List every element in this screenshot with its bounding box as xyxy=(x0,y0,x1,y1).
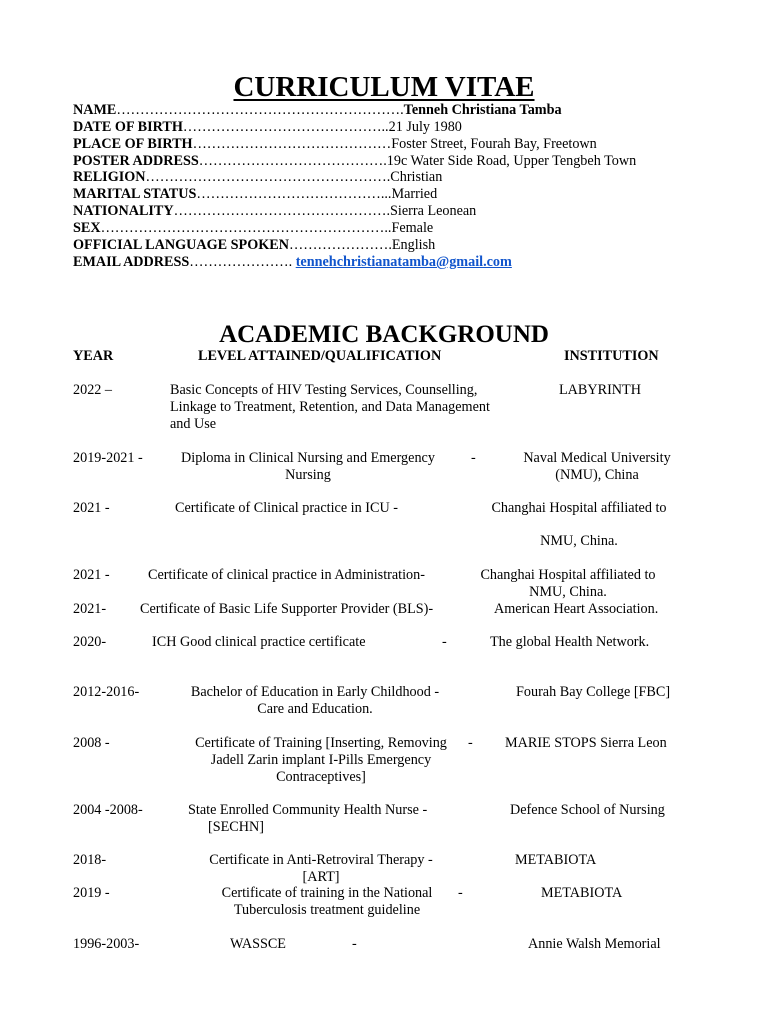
entry-dash: - xyxy=(458,885,463,901)
institution-line: Annie Walsh Memorial xyxy=(528,936,661,952)
entry-institution xyxy=(468,567,668,601)
personal-row-place-of-birth xyxy=(73,136,597,153)
personal-row-address xyxy=(73,153,636,170)
personal-row-nationality xyxy=(73,203,476,220)
field-label: OFFICIAL LANGUAGE SPOKEN xyxy=(73,237,289,253)
entry-institution-continued xyxy=(478,533,680,550)
institution-line: The global Health Network. xyxy=(490,634,650,650)
entry-qualification xyxy=(188,802,427,836)
entry-dash: - xyxy=(468,735,473,751)
field-value: Married xyxy=(391,186,438,202)
personal-row-email xyxy=(73,254,512,271)
institution-line: (NMU), China xyxy=(555,467,639,483)
entry-dash: - xyxy=(471,450,476,466)
field-value: Female xyxy=(391,220,434,236)
personal-row-dob xyxy=(73,119,462,136)
qualification-line: Certificate of Basic Life Supporter Provider (BLS)- xyxy=(140,601,434,617)
personal-row-language xyxy=(73,237,435,254)
field-dots: …………………………………... xyxy=(196,186,392,202)
field-dots: ……………………………………………………. xyxy=(116,102,404,118)
institution-line: LABYRINTH xyxy=(559,382,641,398)
entry-institution xyxy=(559,382,641,399)
entry-institution xyxy=(490,634,649,651)
personal-row-sex xyxy=(73,220,433,237)
qualification-line: Certificate of Clinical practice in ICU - xyxy=(175,500,398,516)
qualification-line: Care and Education. xyxy=(257,701,373,717)
cv-title: CURRICULUM VITAE xyxy=(233,71,535,103)
entry-qualification xyxy=(186,852,456,886)
field-dots: …………………. xyxy=(189,254,296,270)
entry-year: 2021- xyxy=(73,601,107,617)
qualification-line: Linkage to Treatment, Retention, and Data Management xyxy=(170,399,490,415)
field-label: SEX xyxy=(73,220,101,236)
entry-qualification xyxy=(178,735,464,786)
qualification-line: Certificate of clinical practice in Administration- xyxy=(148,567,425,583)
entry-year: 2008 - xyxy=(73,735,110,751)
entry-qualification xyxy=(230,936,286,953)
entry-qualification xyxy=(170,382,490,433)
field-label: NAME xyxy=(73,102,117,118)
institution-line: Defence School of Nursing xyxy=(510,802,665,818)
field-value: 19c Water Side Road, Upper Tengbeh Town xyxy=(386,153,637,169)
qualification-line: [SECHN] xyxy=(208,819,264,835)
field-label: DATE OF BIRTH xyxy=(73,119,183,135)
header-year: YEAR xyxy=(73,348,114,364)
entry-year: 2021 - xyxy=(73,567,110,583)
institution-line: MARIE STOPS Sierra Leon xyxy=(505,735,667,751)
field-label: MARITAL STATUS xyxy=(73,186,197,202)
field-label: PLACE OF BIRTH xyxy=(73,136,193,152)
field-label: EMAIL ADDRESS xyxy=(73,254,190,270)
field-value: 21 July 1980 xyxy=(388,119,462,135)
field-value: Christian xyxy=(390,169,443,185)
entry-year: 2019-2021 - xyxy=(73,450,143,466)
field-value: Foster Street, Fourah Bay, Freetown xyxy=(391,136,597,152)
entry-qualification xyxy=(172,684,458,718)
entry-institution xyxy=(478,500,680,517)
qualification-line: Tuberculosis treatment guideline xyxy=(233,902,421,918)
entry-institution xyxy=(515,852,596,869)
qualification-line: Contraceptives] xyxy=(276,769,366,785)
qualification-line: [ART] xyxy=(302,869,340,885)
institution-line: NMU, China. xyxy=(529,584,607,600)
field-label: POSTER ADDRESS xyxy=(73,153,199,169)
entry-institution xyxy=(494,601,658,618)
institution-line: METABIOTA xyxy=(541,885,623,901)
field-dots: …………………………………….. xyxy=(182,119,389,135)
field-value: English xyxy=(391,237,436,253)
qualification-line: Certificate of Training [Inserting, Removing xyxy=(195,735,447,751)
entry-institution xyxy=(528,936,661,953)
field-label: NATIONALITY xyxy=(73,203,174,219)
qualification-line: WASSCE xyxy=(230,936,286,952)
personal-row-marital-status xyxy=(73,186,437,203)
field-dots: …………………………………. xyxy=(198,153,387,169)
entry-institution xyxy=(541,885,622,902)
institution-line: American Heart Association. xyxy=(494,601,659,617)
institution-line: Fourah Bay College [FBC] xyxy=(516,684,671,700)
institution-line: Changhai Hospital affiliated to xyxy=(480,567,656,583)
institution-line: Changhai Hospital affiliated to xyxy=(491,500,667,516)
entry-institution xyxy=(510,802,665,819)
entry-qualification xyxy=(140,601,433,618)
institution-line: NMU, China. xyxy=(540,533,618,549)
field-dots: ……………………………………………. xyxy=(145,169,391,185)
field-dots: …………………………………… xyxy=(192,136,392,152)
entry-institution xyxy=(506,450,688,484)
entry-qualification xyxy=(164,450,452,484)
field-value: Sierra Leonean xyxy=(390,203,477,219)
field-dots: …………………. xyxy=(289,237,392,253)
entry-year: 2018- xyxy=(73,852,107,868)
qualification-line: State Enrolled Community Health Nurse - xyxy=(188,802,428,818)
entry-year: 2021 - xyxy=(73,500,110,516)
qualification-line: Basic Concepts of HIV Testing Services, Counselling, xyxy=(170,382,478,398)
entry-year: 2019 - xyxy=(73,885,110,901)
entry-dash: - xyxy=(442,634,447,650)
field-value: Tenneh Christiana Tamba xyxy=(403,102,562,118)
field-dots: ………………………………………. xyxy=(173,203,391,219)
institution-line: METABIOTA xyxy=(515,852,597,868)
personal-row-name xyxy=(73,102,562,119)
qualification-line: Nursing xyxy=(285,467,331,483)
entry-qualification xyxy=(148,567,425,584)
qualification-line: Jadell Zarin implant I-Pills Emergency xyxy=(210,752,432,768)
entry-qualification xyxy=(152,634,366,651)
qualification-line: Bachelor of Education in Early Childhood - xyxy=(190,684,440,700)
academic-background-title: ACADEMIC BACKGROUND xyxy=(219,321,549,348)
entry-institution xyxy=(516,684,670,701)
header-institution: INSTITUTION xyxy=(564,348,659,364)
field-label: RELIGION xyxy=(73,169,146,185)
entry-qualification xyxy=(175,500,398,517)
entry-qualification xyxy=(198,885,456,919)
institution-line: Naval Medical University xyxy=(523,450,671,466)
entry-dash: - xyxy=(352,936,357,952)
entry-year: 2012-2016- xyxy=(73,684,140,700)
entry-year: 2022 – xyxy=(73,382,113,398)
entry-year: 1996-2003- xyxy=(73,936,140,952)
email-link[interactable]: tennehchristianatamba@gmail.com xyxy=(295,254,512,270)
qualification-line: Diploma in Clinical Nursing and Emergency xyxy=(181,450,435,466)
header-level: LEVEL ATTAINED/QUALIFICATION xyxy=(198,348,442,364)
entry-year: 2020- xyxy=(73,634,107,650)
personal-row-religion xyxy=(73,169,442,186)
qualification-line: Certificate in Anti-Retroviral Therapy - xyxy=(209,852,433,868)
qualification-line: Certificate of training in the National xyxy=(221,885,433,901)
qualification-line: and Use xyxy=(170,416,217,432)
entry-institution xyxy=(505,735,667,752)
entry-year: 2004 -2008- xyxy=(73,802,143,818)
field-dots: …………………………………………………….. xyxy=(100,220,392,236)
qualification-line: ICH Good clinical practice certificate xyxy=(152,634,366,650)
